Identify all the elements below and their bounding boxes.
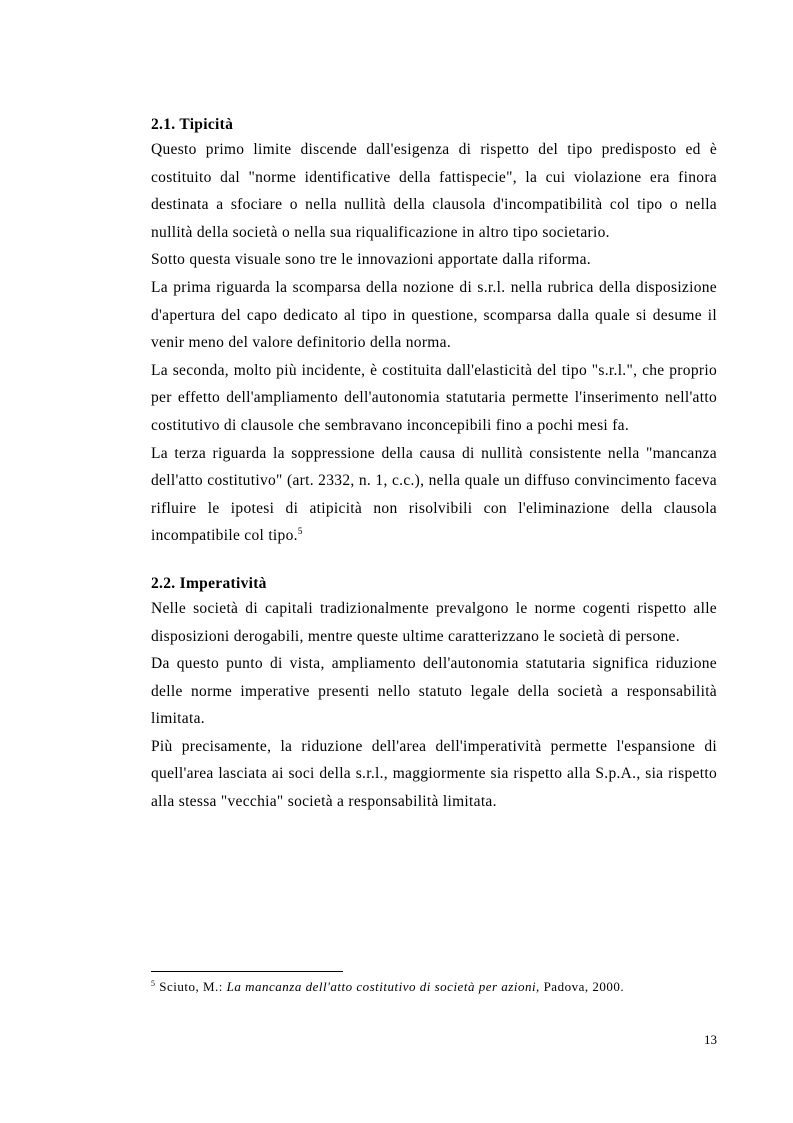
footnote-number: 5 xyxy=(151,979,156,988)
paragraph: Questo primo limite discende dall'esigenza di rispetto del tipo predisposto ed è costituito dal "norme identificative della fattispecie", la cui violazione era finora destinata a sfociare o nella nullità della clausola d'incompatibilità col tipo o nella nullità della società o nella sua riqualificazione in altro tipo societario. xyxy=(151,141,717,241)
footnote-author: Sciuto, M.: xyxy=(159,979,223,994)
paragraph-text: La terza riguarda la soppressione della causa di nullità consistente nella "mancanza dell'atto costitutivo" (art. 2332, n. 1, c.c.), nella quale un diffuso convincimento faceva rifluire le ipotesi di atipicità non risolvibili con l'eliminazione della clausola incompatibile col tipo. xyxy=(151,444,717,545)
paragraph-with-footnote xyxy=(151,440,717,550)
footnote-divider xyxy=(151,971,343,972)
footnote xyxy=(151,978,717,996)
paragraph: Da questo punto di vista, ampliamento dell'autonomia statutaria significa riduzione delle norme imperative presenti nello statuto legale della società a responsabilità limitata. xyxy=(151,655,717,728)
paragraph: Nelle società di capitali tradizionalmente prevalgono le norme cogenti rispetto alle disposizioni derogabili, mentre queste ultime caratterizzano le società di persone. xyxy=(151,599,717,645)
footnote-title: La mancanza dell'atto costitutivo di società per azioni, xyxy=(226,979,540,994)
footnote-publication: Padova, 2000. xyxy=(543,979,625,994)
paragraph: Sotto questa visuale sono tre le innovazioni apportate dalla riforma. xyxy=(151,251,591,269)
page-body xyxy=(151,114,717,816)
footnote-reference: 5 xyxy=(297,526,303,537)
page-number: 13 xyxy=(704,1032,717,1047)
paragraph: La prima riguarda la scomparsa della nozione di s.r.l. nella rubrica della disposizione d'apertura del capo dedicato al tipo in questione, scomparsa dalla quale si desume il venir meno del valore definitorio della norma. xyxy=(151,278,717,352)
section-heading-tipicita: 2.1. Tipicità xyxy=(151,116,234,133)
paragraph: La seconda, molto più incidente, è costituita dall'elasticità del tipo "s.r.l.", che proprio per effetto dell'ampliamento dell'autonomia statutaria permette l'inserimento nell'atto costitutivo di clausole che sembravano inconcepibili fino a pochi mesi fa. xyxy=(151,361,717,434)
section-heading-imperativita: 2.2. Imperatività xyxy=(151,574,267,592)
paragraph: Più precisamente, la riduzione dell'area dell'imperatività permette l'espansione di quell'area lasciata ai soci della s.r.l., maggiormente sia rispetto alla S.p.A., sia rispetto alla stessa "vecchia" società a responsabilità limitata. xyxy=(151,737,717,811)
